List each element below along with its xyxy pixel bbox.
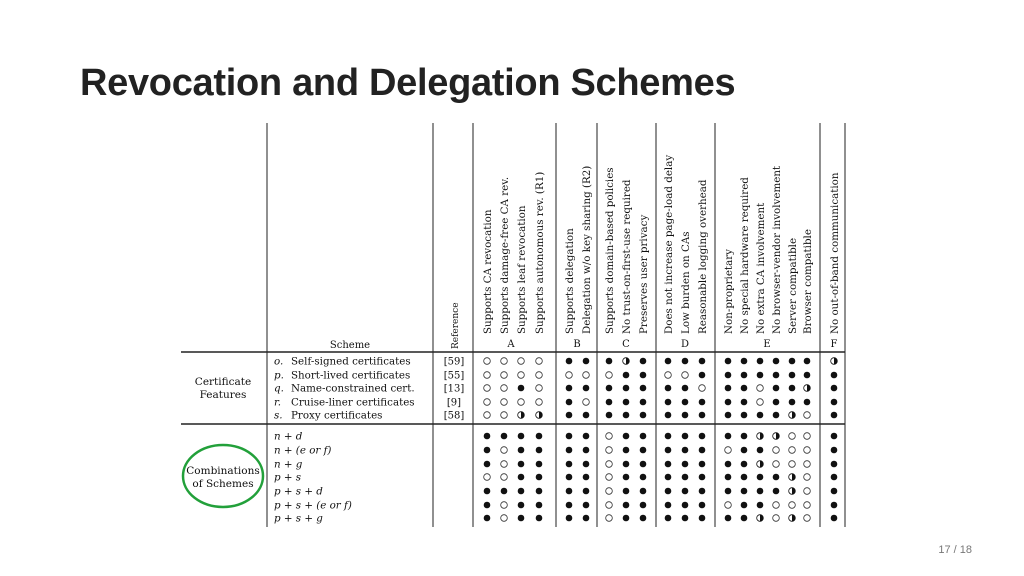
full-dot bbox=[536, 433, 543, 440]
empty-dot bbox=[501, 461, 508, 468]
full-dot bbox=[725, 474, 732, 481]
full-dot bbox=[583, 447, 590, 454]
full-dot bbox=[566, 399, 573, 406]
full-dot bbox=[623, 488, 630, 495]
full-dot bbox=[623, 502, 630, 509]
full-dot bbox=[741, 461, 748, 468]
full-dot bbox=[682, 399, 689, 406]
full-dot bbox=[640, 385, 647, 392]
full-dot bbox=[518, 515, 525, 522]
column-header-label: No trust-on-first-use required bbox=[621, 179, 633, 334]
group-label: C bbox=[622, 339, 630, 350]
full-dot bbox=[566, 461, 573, 468]
column-header-label: Supports leaf revocation bbox=[516, 205, 528, 334]
empty-dot bbox=[804, 488, 811, 495]
full-dot bbox=[741, 385, 748, 392]
full-dot bbox=[699, 447, 706, 454]
empty-dot bbox=[501, 474, 508, 481]
full-dot bbox=[566, 433, 573, 440]
full-dot bbox=[725, 399, 732, 406]
full-dot bbox=[484, 447, 491, 454]
full-dot bbox=[682, 474, 689, 481]
full-dot bbox=[699, 488, 706, 495]
full-dot bbox=[583, 488, 590, 495]
column-header-label: Supports domain-based policies bbox=[604, 167, 616, 334]
empty-dot bbox=[804, 447, 811, 454]
row-reference: [55] bbox=[443, 370, 465, 382]
row-combination: p + s + g bbox=[274, 512, 323, 525]
empty-dot bbox=[606, 474, 613, 481]
full-dot bbox=[789, 358, 796, 365]
full-dot bbox=[725, 433, 732, 440]
full-dot bbox=[757, 474, 764, 481]
full-dot bbox=[789, 399, 796, 406]
empty-dot bbox=[804, 515, 811, 522]
empty-dot bbox=[518, 372, 525, 379]
full-dot bbox=[741, 488, 748, 495]
empty-dot bbox=[583, 399, 590, 406]
full-dot bbox=[665, 488, 672, 495]
row-combination: p + s + (e or f) bbox=[274, 499, 352, 512]
column-header-label: Server compatible bbox=[787, 237, 799, 334]
full-dot bbox=[566, 358, 573, 365]
empty-dot bbox=[566, 372, 573, 379]
full-dot bbox=[699, 372, 706, 379]
full-dot bbox=[518, 502, 525, 509]
full-dot bbox=[640, 433, 647, 440]
full-dot bbox=[699, 502, 706, 509]
row-reference: [59] bbox=[443, 356, 465, 368]
full-dot bbox=[831, 372, 838, 379]
full-dot bbox=[682, 358, 689, 365]
full-dot bbox=[623, 385, 630, 392]
full-dot bbox=[640, 474, 647, 481]
full-dot bbox=[665, 358, 672, 365]
full-dot bbox=[831, 515, 838, 522]
full-dot bbox=[566, 447, 573, 454]
full-dot bbox=[682, 385, 689, 392]
full-dot bbox=[623, 515, 630, 522]
full-dot bbox=[831, 461, 838, 468]
reference-header: Reference bbox=[451, 302, 461, 349]
empty-dot bbox=[501, 358, 508, 365]
empty-dot bbox=[501, 515, 508, 522]
full-dot bbox=[789, 372, 796, 379]
empty-dot bbox=[804, 474, 811, 481]
empty-dot bbox=[484, 385, 491, 392]
full-dot bbox=[566, 488, 573, 495]
row-scheme-name: Short-lived certificates bbox=[291, 369, 411, 382]
full-dot bbox=[623, 461, 630, 468]
full-dot bbox=[725, 385, 732, 392]
full-dot bbox=[789, 385, 796, 392]
full-dot bbox=[583, 515, 590, 522]
empty-dot bbox=[484, 412, 491, 419]
full-dot bbox=[606, 412, 613, 419]
full-dot bbox=[566, 474, 573, 481]
empty-dot bbox=[804, 502, 811, 509]
full-dot bbox=[606, 358, 613, 365]
full-dot bbox=[640, 488, 647, 495]
full-dot bbox=[773, 372, 780, 379]
empty-dot bbox=[757, 385, 764, 392]
full-dot bbox=[699, 461, 706, 468]
full-dot bbox=[725, 412, 732, 419]
empty-dot bbox=[606, 515, 613, 522]
full-dot bbox=[640, 399, 647, 406]
empty-dot bbox=[484, 358, 491, 365]
full-dot bbox=[831, 474, 838, 481]
full-dot bbox=[725, 515, 732, 522]
section-label-line: of Schemes bbox=[192, 478, 254, 490]
full-dot bbox=[518, 447, 525, 454]
full-dot bbox=[501, 433, 508, 440]
full-dot bbox=[665, 412, 672, 419]
full-dot bbox=[741, 372, 748, 379]
full-dot bbox=[741, 502, 748, 509]
full-dot bbox=[741, 515, 748, 522]
row-reference: [58] bbox=[443, 410, 465, 422]
full-dot bbox=[583, 412, 590, 419]
empty-dot bbox=[501, 372, 508, 379]
empty-dot bbox=[804, 461, 811, 468]
full-dot bbox=[682, 502, 689, 509]
full-dot bbox=[665, 447, 672, 454]
full-dot bbox=[831, 433, 838, 440]
column-header-label: Does not increase page-load delay bbox=[663, 154, 675, 334]
full-dot bbox=[665, 399, 672, 406]
group-label: F bbox=[830, 339, 838, 350]
empty-dot bbox=[789, 461, 796, 468]
full-dot bbox=[757, 372, 764, 379]
empty-dot bbox=[484, 372, 491, 379]
full-dot bbox=[773, 474, 780, 481]
full-dot bbox=[566, 502, 573, 509]
row-prefix: r. bbox=[274, 396, 282, 409]
full-dot bbox=[583, 433, 590, 440]
slide-title: Revocation and Delegation Schemes bbox=[80, 62, 736, 104]
full-dot bbox=[741, 474, 748, 481]
full-dot bbox=[757, 358, 764, 365]
empty-dot bbox=[773, 461, 780, 468]
row-combination: n + (e or f) bbox=[274, 444, 332, 457]
row-prefix: o. bbox=[274, 355, 284, 368]
empty-dot bbox=[518, 399, 525, 406]
full-dot bbox=[725, 372, 732, 379]
full-dot bbox=[536, 502, 543, 509]
full-dot bbox=[725, 358, 732, 365]
full-dot bbox=[583, 461, 590, 468]
full-dot bbox=[665, 474, 672, 481]
row-prefix: p. bbox=[274, 369, 284, 382]
empty-dot bbox=[518, 358, 525, 365]
full-dot bbox=[623, 433, 630, 440]
full-dot bbox=[484, 433, 491, 440]
full-dot bbox=[583, 385, 590, 392]
full-dot bbox=[623, 447, 630, 454]
column-header-label: Supports damage-free CA rev. bbox=[499, 176, 511, 334]
full-dot bbox=[623, 399, 630, 406]
full-dot bbox=[606, 399, 613, 406]
empty-dot bbox=[606, 372, 613, 379]
empty-dot bbox=[804, 433, 811, 440]
column-header-label: Non-proprietary bbox=[723, 249, 735, 334]
full-dot bbox=[640, 502, 647, 509]
empty-dot bbox=[501, 447, 508, 454]
full-dot bbox=[518, 433, 525, 440]
full-dot bbox=[518, 385, 525, 392]
scheme-header: Scheme bbox=[329, 340, 371, 351]
empty-dot bbox=[606, 433, 613, 440]
full-dot bbox=[536, 474, 543, 481]
column-header-label: Low burden on CAs bbox=[680, 231, 692, 334]
full-dot bbox=[757, 488, 764, 495]
group-label: B bbox=[573, 339, 581, 350]
empty-dot bbox=[484, 399, 491, 406]
full-dot bbox=[566, 385, 573, 392]
column-header-label: Supports delegation bbox=[564, 228, 576, 334]
full-dot bbox=[804, 372, 811, 379]
column-header-label: Preserves user privacy bbox=[638, 214, 650, 334]
full-dot bbox=[501, 488, 508, 495]
full-dot bbox=[804, 358, 811, 365]
row-scheme-name: Cruise-liner certificates bbox=[291, 396, 415, 409]
empty-dot bbox=[501, 502, 508, 509]
full-dot bbox=[484, 502, 491, 509]
full-dot bbox=[640, 447, 647, 454]
column-header-label: No browser-vendor involvement bbox=[771, 165, 783, 334]
full-dot bbox=[484, 515, 491, 522]
empty-dot bbox=[682, 372, 689, 379]
full-dot bbox=[682, 461, 689, 468]
column-header-label: Browser compatible bbox=[802, 229, 814, 334]
empty-dot bbox=[536, 385, 543, 392]
empty-dot bbox=[501, 412, 508, 419]
full-dot bbox=[773, 399, 780, 406]
empty-dot bbox=[757, 399, 764, 406]
row-combination: n + g bbox=[274, 458, 303, 471]
full-dot bbox=[665, 385, 672, 392]
section-label-line: Certificate bbox=[194, 376, 252, 388]
group-label: A bbox=[507, 339, 515, 350]
empty-dot bbox=[536, 358, 543, 365]
full-dot bbox=[699, 433, 706, 440]
full-dot bbox=[831, 502, 838, 509]
full-dot bbox=[831, 399, 838, 406]
column-header-label: No special hardware required bbox=[739, 177, 751, 334]
full-dot bbox=[518, 461, 525, 468]
column-header-label: Delegation w/o key sharing (R2) bbox=[581, 165, 593, 334]
full-dot bbox=[741, 399, 748, 406]
full-dot bbox=[640, 372, 647, 379]
full-dot bbox=[566, 412, 573, 419]
full-dot bbox=[484, 461, 491, 468]
full-dot bbox=[536, 461, 543, 468]
full-dot bbox=[831, 488, 838, 495]
empty-dot bbox=[773, 515, 780, 522]
full-dot bbox=[757, 502, 764, 509]
empty-dot bbox=[665, 372, 672, 379]
full-dot bbox=[665, 515, 672, 522]
empty-dot bbox=[789, 502, 796, 509]
full-dot bbox=[725, 461, 732, 468]
row-reference: [9] bbox=[446, 397, 462, 409]
full-dot bbox=[518, 474, 525, 481]
column-header-label: Supports CA revocation bbox=[482, 209, 494, 334]
full-dot bbox=[741, 358, 748, 365]
full-dot bbox=[757, 412, 764, 419]
empty-dot bbox=[789, 433, 796, 440]
empty-dot bbox=[773, 447, 780, 454]
empty-dot bbox=[699, 385, 706, 392]
full-dot bbox=[682, 433, 689, 440]
row-prefix: s. bbox=[274, 409, 283, 422]
empty-dot bbox=[536, 372, 543, 379]
full-dot bbox=[583, 502, 590, 509]
full-dot bbox=[725, 488, 732, 495]
full-dot bbox=[536, 515, 543, 522]
empty-dot bbox=[501, 385, 508, 392]
full-dot bbox=[518, 488, 525, 495]
full-dot bbox=[640, 461, 647, 468]
empty-dot bbox=[484, 474, 491, 481]
full-dot bbox=[640, 358, 647, 365]
column-header-label: No extra CA involvement bbox=[755, 202, 767, 334]
full-dot bbox=[831, 385, 838, 392]
full-dot bbox=[606, 385, 613, 392]
empty-dot bbox=[583, 372, 590, 379]
full-dot bbox=[831, 447, 838, 454]
full-dot bbox=[682, 412, 689, 419]
full-dot bbox=[831, 412, 838, 419]
full-dot bbox=[699, 412, 706, 419]
full-dot bbox=[682, 488, 689, 495]
full-dot bbox=[536, 488, 543, 495]
full-dot bbox=[773, 488, 780, 495]
group-label: E bbox=[763, 339, 771, 350]
row-combination: p + s bbox=[274, 471, 302, 484]
full-dot bbox=[682, 515, 689, 522]
row-combination: p + s + d bbox=[274, 485, 323, 498]
row-combination: n + d bbox=[274, 430, 303, 443]
column-header-label: Reasonable logging overhead bbox=[697, 179, 709, 334]
row-scheme-name: Name-constrained cert. bbox=[291, 382, 415, 395]
full-dot bbox=[583, 358, 590, 365]
full-dot bbox=[623, 474, 630, 481]
row-scheme-name: Self-signed certificates bbox=[291, 355, 411, 368]
full-dot bbox=[665, 502, 672, 509]
empty-dot bbox=[501, 399, 508, 406]
empty-dot bbox=[536, 399, 543, 406]
row-reference: [13] bbox=[443, 383, 465, 395]
section-label-line: Combinations bbox=[186, 465, 260, 477]
full-dot bbox=[623, 372, 630, 379]
empty-dot bbox=[773, 502, 780, 509]
empty-dot bbox=[606, 461, 613, 468]
group-label: D bbox=[680, 339, 690, 350]
full-dot bbox=[741, 412, 748, 419]
full-dot bbox=[699, 399, 706, 406]
empty-dot bbox=[606, 447, 613, 454]
full-dot bbox=[773, 358, 780, 365]
row-scheme-name: Proxy certificates bbox=[291, 409, 383, 422]
full-dot bbox=[665, 433, 672, 440]
empty-dot bbox=[606, 488, 613, 495]
section-label-line: Features bbox=[199, 389, 247, 401]
full-dot bbox=[773, 412, 780, 419]
full-dot bbox=[741, 447, 748, 454]
full-dot bbox=[699, 358, 706, 365]
full-dot bbox=[583, 474, 590, 481]
full-dot bbox=[699, 515, 706, 522]
row-prefix: q. bbox=[274, 382, 284, 395]
full-dot bbox=[640, 412, 647, 419]
full-dot bbox=[757, 447, 764, 454]
full-dot bbox=[699, 474, 706, 481]
full-dot bbox=[773, 385, 780, 392]
full-dot bbox=[484, 488, 491, 495]
full-dot bbox=[566, 515, 573, 522]
full-dot bbox=[623, 412, 630, 419]
empty-dot bbox=[804, 412, 811, 419]
page-number: 17 / 18 bbox=[938, 544, 972, 556]
empty-dot bbox=[725, 447, 732, 454]
column-header-label: No out-of-band communication bbox=[829, 172, 841, 334]
full-dot bbox=[741, 433, 748, 440]
full-dot bbox=[682, 447, 689, 454]
empty-dot bbox=[789, 447, 796, 454]
full-dot bbox=[665, 461, 672, 468]
full-dot bbox=[640, 515, 647, 522]
empty-dot bbox=[725, 502, 732, 509]
full-dot bbox=[804, 399, 811, 406]
column-header-label: Supports autonomous rev. (R1) bbox=[534, 171, 546, 334]
empty-dot bbox=[606, 502, 613, 509]
full-dot bbox=[536, 447, 543, 454]
